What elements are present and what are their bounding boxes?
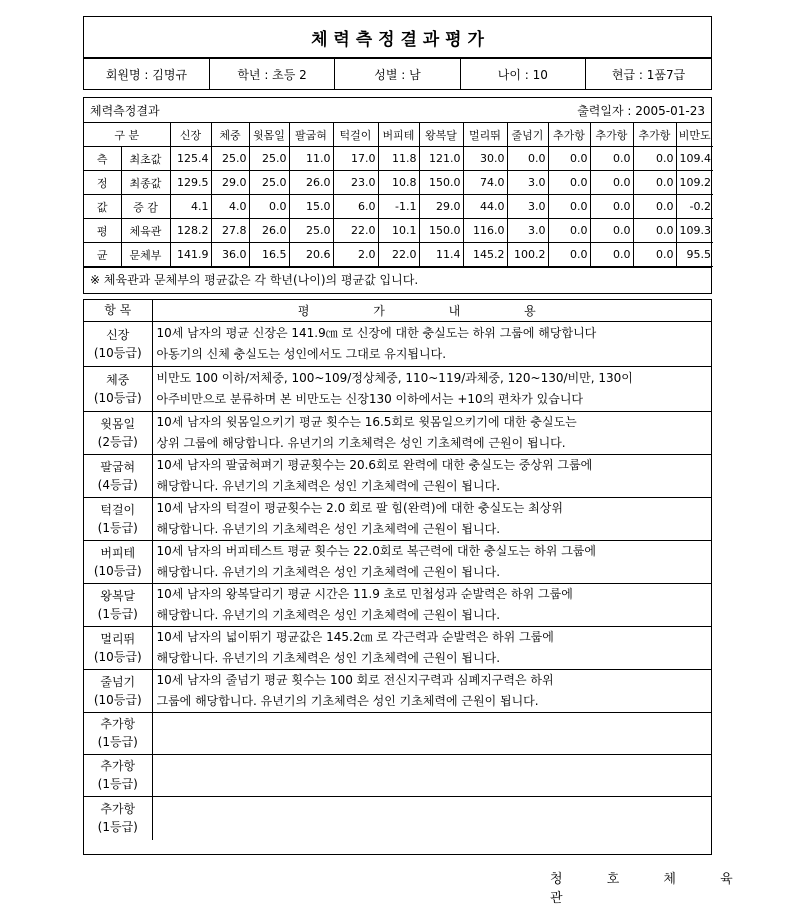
evaluation-header-row xyxy=(84,300,711,321)
result-value: -1.1 xyxy=(378,195,419,219)
item-name: 왕복달 xyxy=(100,588,136,603)
item-name: 체중 xyxy=(106,372,130,387)
result-value: 0.0 xyxy=(633,171,676,195)
result-value: 150.0 xyxy=(419,219,463,243)
evaluation-text-line: 비만도 100 이하/저체중, 100~109/정상체중, 110~119/과체중, 120~130/비만, 130이 xyxy=(156,370,633,385)
result-value: 15.0 xyxy=(289,195,333,219)
result-value: 74.0 xyxy=(463,171,507,195)
result-value: 121.0 xyxy=(419,147,463,171)
evaluation-section xyxy=(83,299,712,855)
row-label: 최종값 xyxy=(121,171,170,195)
item-grade: (1등급) xyxy=(97,777,138,791)
result-value: 129.5 xyxy=(170,171,211,195)
content-column-header: 평 가 내 용 xyxy=(152,300,711,321)
item-name: 버피테 xyxy=(100,545,136,560)
result-value: 26.0 xyxy=(289,171,333,195)
item-grade: (2등급) xyxy=(97,434,138,449)
result-value: 0.0 xyxy=(590,147,633,171)
item-name: 추가항 xyxy=(100,759,136,773)
evaluation-text-line: 해당합니다. 유년기의 기초체력은 성인 기초체력에 근원이 됩니다. xyxy=(156,564,501,579)
result-value: 6.0 xyxy=(333,195,378,219)
member-grade: 학년 : 초등 2 xyxy=(209,59,334,89)
results-column-header: 추가항 xyxy=(633,123,676,147)
member-age: 나이 : 10 xyxy=(460,59,585,89)
result-value: 26.0 xyxy=(249,219,289,243)
row-group-label: 측 xyxy=(84,147,121,171)
result-value: 109.3 xyxy=(676,219,713,243)
row-group-label: 값 xyxy=(84,195,121,219)
evaluation-content xyxy=(152,754,711,796)
item-name: 멀리뛰 xyxy=(100,631,136,646)
result-value: 128.2 xyxy=(170,219,211,243)
result-value: 11.8 xyxy=(378,147,419,171)
results-note: ※ 체육관과 문체부의 평균값은 각 학년(나이)의 평균값 입니다. xyxy=(84,267,711,291)
results-column-header: 턱걸이 xyxy=(333,123,378,147)
evaluation-row xyxy=(84,321,711,366)
result-value: 0.0 xyxy=(590,243,633,267)
result-value: 109.4 xyxy=(676,147,713,171)
result-value: 30.0 xyxy=(463,147,507,171)
result-value: 36.0 xyxy=(211,243,249,267)
results-row xyxy=(84,219,713,243)
report-title: 체 력 측 정 결 과 평 가 xyxy=(83,16,712,58)
results-column-header: 구 분 xyxy=(84,123,170,147)
result-value: 0.0 xyxy=(590,171,633,195)
item-grade: (1등급) xyxy=(97,606,138,621)
result-value: 116.0 xyxy=(463,219,507,243)
result-value: 0.0 xyxy=(548,147,590,171)
item-column-header: 항 목 xyxy=(84,300,152,321)
evaluation-text-line: 10세 남자의 턱걸이 평균횟수는 2.0 회로 팔 힘(완력)에 대한 충실도는 최상위 xyxy=(156,500,563,515)
item-name: 줄넘기 xyxy=(100,674,136,689)
print-date: 출력일자 : 2005-01-23 xyxy=(577,103,705,118)
item-grade: (1등급) xyxy=(97,520,138,535)
result-value: 29.0 xyxy=(211,171,249,195)
result-value: 0.0 xyxy=(633,195,676,219)
result-value: 2.0 xyxy=(333,243,378,267)
item-grade: (1등급) xyxy=(97,735,138,749)
evaluation-text-line: 상위 그룹에 해당합니다. 유년기의 기초체력은 성인 기초체력에 근원이 됩니다. xyxy=(156,435,566,450)
item-name: 신장 xyxy=(106,327,130,342)
result-value: 10.8 xyxy=(378,171,419,195)
result-value: 125.4 xyxy=(170,147,211,171)
row-label: 증 감 xyxy=(121,195,170,219)
row-group-label: 평 xyxy=(84,219,121,243)
result-value: 25.0 xyxy=(289,219,333,243)
evaluation-content xyxy=(152,583,711,626)
evaluation-table xyxy=(84,300,711,840)
evaluation-row xyxy=(84,754,711,796)
evaluation-item xyxy=(84,411,152,454)
results-column-header: 팔굽혀 xyxy=(289,123,333,147)
evaluation-text-line: 10세 남자의 줄넘기 평균 횟수는 100 회로 전신지구력과 심폐지구력은 하위 xyxy=(156,672,554,687)
results-section-title: 체력측정결과 xyxy=(90,103,160,118)
item-name: 턱걸이 xyxy=(100,502,136,517)
result-value: 0.0 xyxy=(590,195,633,219)
evaluation-text-line: 해당합니다. 유년기의 기초체력은 성인 기초체력에 근원이 됩니다. xyxy=(156,607,501,622)
evaluation-text-line: 아동기의 신체 충실도는 성인에서도 그대로 유지됩니다. xyxy=(156,346,447,361)
evaluation-text-line: 10세 남자의 윗몸일으키기 평균 횟수는 16.5회로 윗몸일으키기에 대한 충실도는 xyxy=(156,414,577,429)
evaluation-item xyxy=(84,712,152,754)
item-grade: (4등급) xyxy=(97,477,138,492)
result-value: 29.0 xyxy=(419,195,463,219)
result-value: 22.0 xyxy=(378,243,419,267)
evaluation-text-line: 10세 남자의 넓이뛰기 평균값은 145.2㎝ 로 각근력과 순발력은 하위 그룹에 xyxy=(156,629,554,644)
result-value: 145.2 xyxy=(463,243,507,267)
evaluation-content xyxy=(152,321,711,366)
row-label: 최초값 xyxy=(121,147,170,171)
member-sex: 성별 : 남 xyxy=(335,59,460,89)
evaluation-row xyxy=(84,626,711,669)
evaluation-content xyxy=(152,411,711,454)
results-header-row xyxy=(84,123,713,147)
result-value: 95.5 xyxy=(676,243,713,267)
evaluation-row xyxy=(84,540,711,583)
item-grade: (10등급) xyxy=(93,345,142,360)
result-value: 44.0 xyxy=(463,195,507,219)
results-row xyxy=(84,147,713,171)
evaluation-item xyxy=(84,321,152,366)
result-value: 4.1 xyxy=(170,195,211,219)
result-value: 3.0 xyxy=(507,195,548,219)
result-value: 0.0 xyxy=(548,243,590,267)
result-value: 11.0 xyxy=(289,147,333,171)
evaluation-text-line: 10세 남자의 버피테스트 평균 횟수는 22.0회로 복근력에 대한 충실도는 하위 그룹에 xyxy=(156,543,596,558)
item-grade: (1등급) xyxy=(97,820,138,835)
result-value: 25.0 xyxy=(249,171,289,195)
result-value: 3.0 xyxy=(507,171,548,195)
result-value: 0.0 xyxy=(548,219,590,243)
row-label: 체육관 xyxy=(121,219,170,243)
result-value: 109.2 xyxy=(676,171,713,195)
evaluation-content xyxy=(152,626,711,669)
evaluation-content xyxy=(152,712,711,754)
results-column-header: 버피테 xyxy=(378,123,419,147)
evaluation-text-line: 아주비만으로 분류하며 본 비만도는 신장130 이하에서는 +10의 편차가 있습니다 xyxy=(156,391,584,406)
result-value: 25.0 xyxy=(249,147,289,171)
results-column-header: 신장 xyxy=(170,123,211,147)
results-column-header: 추가항 xyxy=(590,123,633,147)
evaluation-content xyxy=(152,366,711,411)
result-value: 0.0 xyxy=(548,195,590,219)
results-column-header: 윗몸일 xyxy=(249,123,289,147)
evaluation-row xyxy=(84,497,711,540)
measurement-results-section xyxy=(83,97,712,294)
results-row xyxy=(84,195,713,219)
result-value: -0.2 xyxy=(676,195,713,219)
evaluation-text-line: 10세 남자의 왕복달리기 평균 시간은 11.9 초로 민첩성과 순발력은 하위 그룹에 xyxy=(156,586,573,601)
evaluation-row xyxy=(84,366,711,411)
result-value: 3.0 xyxy=(507,219,548,243)
evaluation-item xyxy=(84,669,152,712)
item-name: 추가항 xyxy=(100,802,136,817)
evaluation-item xyxy=(84,754,152,796)
result-value: 11.4 xyxy=(419,243,463,267)
item-grade: (10등급) xyxy=(93,563,142,578)
result-value: 23.0 xyxy=(333,171,378,195)
results-row xyxy=(84,171,713,195)
evaluation-row xyxy=(84,712,711,754)
results-header xyxy=(84,98,711,123)
results-column-header: 줄넘기 xyxy=(507,123,548,147)
row-label: 문체부 xyxy=(121,243,170,267)
evaluation-item xyxy=(84,583,152,626)
result-value: 141.9 xyxy=(170,243,211,267)
evaluation-item xyxy=(84,796,152,840)
results-column-header: 체중 xyxy=(211,123,249,147)
member-name: 회원명 : 김명규 xyxy=(105,67,188,82)
evaluation-item xyxy=(84,454,152,497)
evaluation-text-line: 10세 남자의 평균 신장은 141.9㎝ 로 신장에 대한 충실도는 하위 그룹에 해당합니다 xyxy=(156,325,597,340)
member-info-bar xyxy=(83,58,712,90)
results-column-header: 왕복달 xyxy=(419,123,463,147)
evaluation-row xyxy=(84,669,711,712)
result-value: 0.0 xyxy=(633,243,676,267)
evaluation-text-line: 해당합니다. 유년기의 기초체력은 성인 기초체력에 근원이 됩니다. xyxy=(156,478,501,493)
item-grade: (10등급) xyxy=(93,649,142,664)
result-value: 17.0 xyxy=(333,147,378,171)
result-value: 0.0 xyxy=(633,147,676,171)
evaluation-content xyxy=(152,454,711,497)
result-value: 20.6 xyxy=(289,243,333,267)
evaluation-item xyxy=(84,626,152,669)
result-value: 4.0 xyxy=(211,195,249,219)
result-value: 25.0 xyxy=(211,147,249,171)
evaluation-item xyxy=(84,497,152,540)
evaluation-row xyxy=(84,796,711,840)
result-value: 0.0 xyxy=(249,195,289,219)
evaluation-row xyxy=(84,454,711,497)
row-group-label: 정 xyxy=(84,171,121,195)
result-value: 0.0 xyxy=(548,171,590,195)
results-column-header: 비만도 xyxy=(676,123,713,147)
result-value: 0.0 xyxy=(633,219,676,243)
evaluation-text-line: 그룹에 해당합니다. 유년기의 기초체력은 성인 기초체력에 근원이 됩니다. xyxy=(156,693,539,708)
result-value: 0.0 xyxy=(590,219,633,243)
results-column-header: 멀리뛰 xyxy=(463,123,507,147)
results-column-header: 추가항 xyxy=(548,123,590,147)
organization-name: 청 호 체 육 관 xyxy=(550,872,753,906)
evaluation-item xyxy=(84,366,152,411)
evaluation-content xyxy=(152,497,711,540)
row-group-label: 균 xyxy=(84,243,121,267)
result-value: 150.0 xyxy=(419,171,463,195)
evaluation-item xyxy=(84,540,152,583)
item-grade: (10등급) xyxy=(93,390,142,405)
result-value: 0.0 xyxy=(507,147,548,171)
item-name: 윗몸일 xyxy=(100,416,136,431)
item-name: 팔굽혀 xyxy=(100,459,136,474)
result-value: 27.8 xyxy=(211,219,249,243)
evaluation-content xyxy=(152,669,711,712)
evaluation-row xyxy=(84,583,711,626)
results-row xyxy=(84,243,713,267)
result-value: 22.0 xyxy=(333,219,378,243)
evaluation-text-line: 해당합니다. 유년기의 기초체력은 성인 기초체력에 근원이 됩니다. xyxy=(156,521,501,536)
evaluation-row xyxy=(84,411,711,454)
evaluation-text-line: 해당합니다. 유년기의 기초체력은 성인 기초체력에 근원이 됩니다. xyxy=(156,650,501,665)
evaluation-text-line: 10세 남자의 팔굽혀펴기 평균횟수는 20.6회로 완력에 대한 충실도는 중상위 그룹에 xyxy=(156,457,593,472)
result-value: 16.5 xyxy=(249,243,289,267)
results-table xyxy=(84,123,713,267)
member-level: 현급 : 1품7급 xyxy=(586,59,711,89)
item-grade: (10등급) xyxy=(93,692,142,707)
evaluation-content xyxy=(152,540,711,583)
item-name: 추가항 xyxy=(100,717,136,731)
result-value: 10.1 xyxy=(378,219,419,243)
result-value: 100.2 xyxy=(507,243,548,267)
evaluation-content xyxy=(152,796,711,840)
